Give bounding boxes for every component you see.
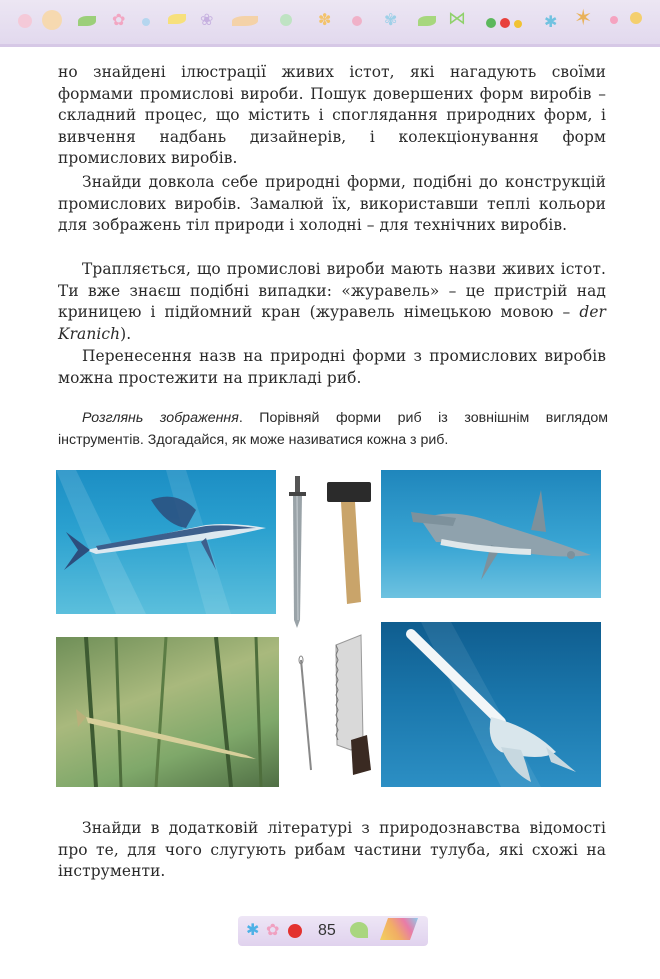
paragraph-names	[58, 259, 606, 345]
task-lead: Розглянь зображення	[82, 410, 239, 426]
hammer-icon	[327, 482, 371, 604]
decor-leaf	[418, 16, 436, 26]
decor-dot	[514, 20, 522, 28]
decor-dot	[500, 18, 510, 28]
paragraph-text: Знайди довкола себе природні форми, подібні до конструкцій промислових виробів. Замалюй їх, використавши теплі кольори для зображень тіл природи і холодні – для технічних виробів.	[58, 173, 606, 234]
red-ball-icon	[288, 924, 302, 938]
paragraph-text	[58, 259, 606, 345]
decor-leaf	[168, 14, 186, 24]
needle-icon	[299, 656, 311, 770]
top-decorative-border	[0, 0, 660, 47]
flower-icon: ✿	[266, 920, 280, 939]
decor-leaf	[78, 16, 96, 26]
tools-column	[281, 470, 377, 790]
paragraph-intro	[58, 62, 606, 170]
german-term: der Kranich	[58, 303, 606, 343]
decor-flower-icon: ✿	[112, 10, 126, 29]
page-footer	[238, 910, 428, 950]
task-text: . Порівняй форми риб із зовнішнім виглядом інструментів. Здогадайся, як може називатися кожна з риб.	[58, 410, 608, 448]
needlefish-photo	[56, 637, 279, 787]
paragraph-text-part: ).	[120, 324, 132, 343]
decor-dot	[630, 12, 642, 24]
decor-dot	[486, 18, 496, 28]
paragraph-find-forms	[58, 172, 606, 237]
decor-flower-icon: ❀	[200, 10, 214, 29]
sawfish-photo	[381, 622, 601, 787]
decor-dot	[610, 16, 618, 24]
saw-icon	[336, 635, 371, 775]
star-icon: ✱	[246, 920, 260, 939]
paragraph-additional-literature	[58, 818, 606, 883]
paragraph-text: Знайди в додатковій літературі з природознавства відомості про те, для чого слугують рибам частини тулуба, які схожі на інструменти.	[58, 819, 606, 880]
decor-bow-icon: ⋈	[448, 8, 466, 29]
decor-dot	[142, 18, 150, 26]
decor-dot	[42, 10, 62, 30]
hammerhead-shark-photo	[381, 470, 601, 598]
paragraph-text: но знайдені ілюстрації живих істот, які нагадують своїми формами промислові вироби. Пошук довершених форм виробів – складний процес, що містить і споглядання природних форм, і вивчення надбань дизайнерів, і колекціонування форм промислових виробів.	[58, 63, 606, 167]
decor-flower-icon: ✾	[384, 10, 398, 29]
decor-leaf-icon: ✶	[574, 6, 593, 31]
sailfish-photo	[56, 470, 276, 614]
decor-flower-icon: ✱	[544, 12, 558, 31]
paragraph-text-part: Трапляється, що промислові вироби мають назви живих істот. Ти вже знаєш подібні випадки: «журавель» – це пристрій над криницею і підйомний кран (журавель німецькою мовою –	[58, 260, 606, 321]
decor-flower-icon: ✽	[318, 10, 332, 29]
decor-dot	[352, 16, 362, 26]
decor-dot	[280, 14, 292, 26]
leaf-icon	[350, 922, 368, 938]
page-number: 85	[318, 922, 336, 939]
decor-dot	[18, 14, 32, 28]
task-instructions	[58, 408, 608, 451]
sword-icon	[289, 476, 306, 628]
paragraph-text: Перенесення назв на природні форми з промислових виробів можна простежити на прикладі риб.	[58, 347, 606, 387]
decor-leaf	[232, 16, 258, 26]
paragraph-fish	[58, 346, 606, 389]
